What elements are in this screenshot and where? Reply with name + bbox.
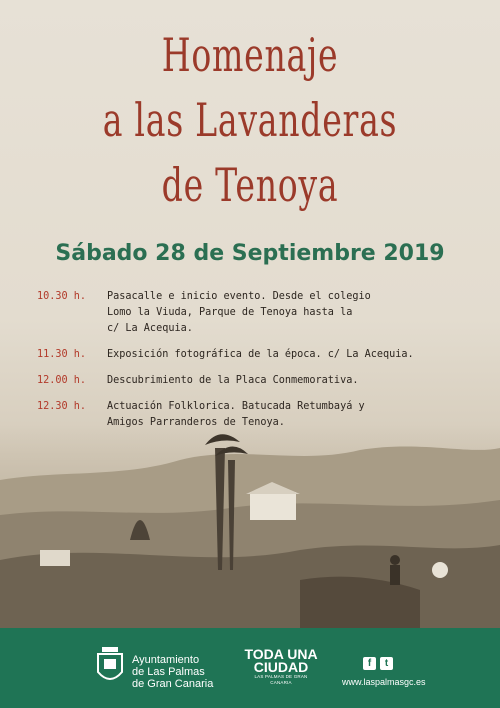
title-line-1: Homenaje bbox=[161, 28, 339, 82]
title-line-3: de Tenoya bbox=[161, 158, 339, 212]
schedule-description: Descubrimiento de la Placa Conmemorativa. bbox=[107, 375, 359, 386]
schedule-item bbox=[37, 289, 477, 337]
schedule-description: Exposición fotográfica de la época. c/ La Acequia. bbox=[107, 349, 414, 360]
council-line-2: de Las Palmas bbox=[132, 666, 205, 678]
council-line-3: de Gran Canaria bbox=[132, 678, 214, 690]
schedule-time: 12.00 h. bbox=[37, 375, 87, 386]
campaign-line-1: TODA UNA bbox=[244, 646, 318, 662]
schedule-time: 12.30 h. bbox=[37, 401, 87, 412]
schedule-item bbox=[37, 347, 477, 363]
landscape-photo bbox=[0, 420, 500, 628]
campaign-subtitle: LAS PALMAS DE GRAN CANARIA bbox=[254, 674, 308, 685]
council-line-1: Ayuntamiento bbox=[132, 654, 200, 666]
social-icons bbox=[363, 657, 393, 670]
schedule-time: 11.30 h. bbox=[37, 349, 87, 360]
website-link[interactable]: www.laspalmasgc.es bbox=[342, 677, 426, 687]
facebook-icon[interactable]: f bbox=[363, 657, 376, 670]
title-line-2: a las Lavanderas bbox=[102, 93, 398, 147]
twitter-icon[interactable]: t bbox=[380, 657, 393, 670]
schedule-description: Pasacalle e inicio evento. Desde el colegio Lomo la Viuda, Parque de Tenoya hasta la c/ La Acequia. bbox=[107, 291, 371, 334]
campaign-logo bbox=[244, 648, 318, 686]
event-date: Sábado 28 de Septiembre 2019 bbox=[55, 241, 445, 266]
coat-of-arms-icon bbox=[96, 646, 124, 686]
schedule bbox=[37, 289, 477, 441]
schedule-time: 10.30 h. bbox=[37, 291, 87, 302]
city-council-name bbox=[132, 654, 213, 690]
schedule-item bbox=[37, 373, 477, 389]
schedule-description: Actuación Folklorica. Batucada Retumbayá y bbox=[107, 401, 365, 412]
campaign-line-2: CIUDAD bbox=[253, 659, 309, 675]
